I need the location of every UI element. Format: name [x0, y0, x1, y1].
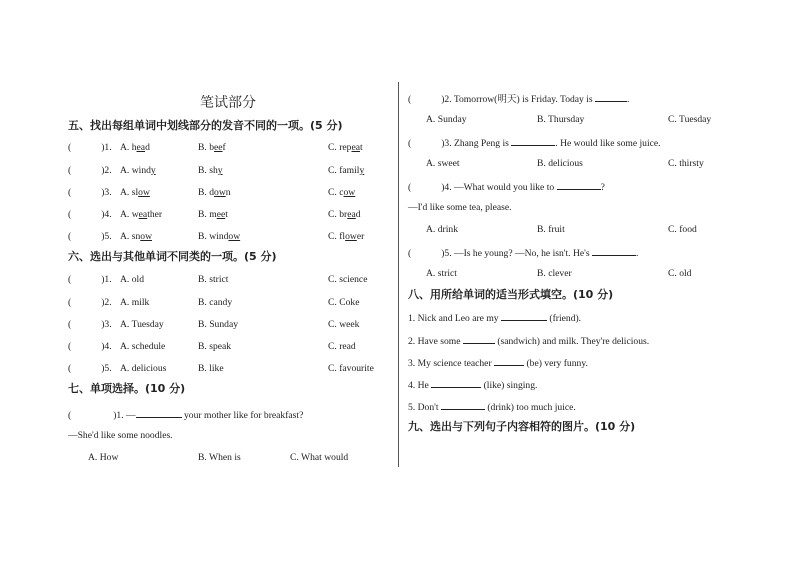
answer-blank[interactable]: [501, 311, 547, 321]
underlined-part: y: [150, 165, 156, 176]
underlined-part: ee: [216, 209, 226, 220]
question-number: ( )5.: [68, 363, 112, 374]
underlined-part: ow: [345, 231, 357, 242]
option-b: B. fruit: [537, 224, 565, 235]
question-7-2: ( )2. Tomorrow(明天) is Friday. Today is .: [408, 94, 630, 105]
option-c: C. read: [328, 341, 356, 352]
option-c: C. family: [328, 165, 365, 176]
question-number: )1. —: [113, 410, 136, 421]
option-b: B. clever: [537, 268, 572, 279]
option-a: A. head: [120, 142, 150, 153]
option-a: A. strict: [426, 268, 457, 279]
option-c: C. favourite: [328, 363, 374, 374]
section-8-heading: 八、用所给单词的适当形式填空。(10 分): [408, 288, 614, 301]
option-b: B. Thursday: [537, 114, 585, 125]
underlined-part: ow: [214, 187, 226, 198]
answer-blank[interactable]: [441, 400, 485, 410]
underlined-part: y: [359, 165, 365, 176]
question-7-1: [68, 408, 303, 422]
fill-in-item: 3. My science teacher (be) very funny.: [408, 358, 588, 369]
option-c: C. repeat: [328, 142, 363, 153]
option-b: B. down: [198, 187, 231, 198]
fill-in-item: 4. He (like) singing.: [408, 380, 538, 391]
answer-blank[interactable]: [557, 180, 601, 190]
option-c: C. Tuesday: [668, 114, 712, 125]
option-a: A. sweet: [426, 158, 460, 169]
section-6-heading: 六、选出与其他单词不同类的一项。(5 分): [68, 250, 277, 263]
answer-blank[interactable]: [431, 378, 481, 388]
fill-in-item: 5. Don't (drink) too much juice.: [408, 402, 576, 413]
underlined-part: ea: [138, 209, 148, 220]
underlined-part: ea: [351, 142, 360, 153]
question-7-5: ( )5. —Is he young? —No, he isn't. He's .: [408, 248, 639, 259]
option-c: C. thirsty: [668, 158, 704, 169]
question-7-3: ( )3. Zhang Peng is . He would like some juice.: [408, 138, 661, 149]
option-a: A. windy: [120, 165, 156, 176]
option-b: B. candy: [198, 297, 233, 308]
page-title: 笔试部分: [200, 95, 256, 111]
option-c: C. flower: [328, 231, 365, 242]
option-a: A. milk: [120, 297, 150, 308]
answer-paren: (: [68, 410, 72, 421]
option-a: A. Sunday: [426, 114, 467, 125]
underlined-part: ow: [140, 231, 152, 242]
dialog-answer: —I'd like some tea, please.: [408, 202, 512, 213]
section-5-heading: 五、找出每组单词中划线部分的发音不同的一项。(5 分): [68, 119, 343, 132]
question-number: ( )4.: [68, 209, 112, 220]
option-a: A. How: [88, 452, 119, 463]
question-number: ( )3.: [68, 187, 112, 198]
option-c: C. cow: [328, 187, 356, 198]
underlined-part: ow: [228, 231, 241, 242]
question-text: your mother like for breakfast?: [184, 410, 304, 421]
question-number: ( )3.: [68, 319, 112, 330]
option-b: B. window: [198, 231, 241, 242]
option-a: A. slow: [120, 187, 150, 198]
option-c: C. food: [668, 224, 697, 235]
option-a: A. drink: [426, 224, 458, 235]
underlined-part: ow: [138, 187, 150, 198]
section-7-heading: 七、单项选择。(10 分): [68, 382, 186, 395]
underlined-part: ow: [343, 187, 356, 198]
option-a: A. Tuesday: [120, 319, 164, 330]
question-number: ( )1.: [68, 274, 112, 285]
underlined-part: y: [217, 165, 223, 176]
question-number: ( )4.: [68, 341, 112, 352]
option-c: C. science: [328, 274, 368, 285]
option-a: A. old: [120, 274, 144, 285]
dialog-answer: —She'd like some noodles.: [68, 430, 173, 441]
fill-in-item: 2. Have some (sandwich) and milk. They're delicious.: [408, 336, 650, 347]
option-a: A. schedule: [120, 341, 166, 352]
question-number: ( )1.: [68, 142, 112, 153]
question-number: ( )2.: [68, 297, 112, 308]
option-b: B. beef: [198, 142, 226, 153]
fill-in-item: 1. Nick and Leo are my (friend).: [408, 313, 582, 324]
option-b: B. shy: [198, 165, 223, 176]
underlined-part: ea: [347, 209, 356, 220]
column-divider: [398, 82, 399, 467]
answer-blank[interactable]: [136, 408, 182, 418]
underlined-part: ee: [214, 142, 223, 153]
option-b: B. meet: [198, 209, 228, 220]
section-9-heading: 九、选出与下列句子内容相符的图片。(10 分): [408, 420, 636, 433]
option-c: C. Coke: [328, 297, 360, 308]
option-b: B. speak: [198, 341, 232, 352]
option-b: B. like: [198, 363, 224, 374]
option-c: C. week: [328, 319, 360, 330]
answer-blank[interactable]: [494, 356, 524, 366]
answer-blank[interactable]: [595, 92, 627, 102]
underlined-part: ea: [136, 142, 146, 153]
question-number: ( )5.: [68, 231, 112, 242]
option-a: A. delicious: [120, 363, 167, 374]
option-b: B. Sunday: [198, 319, 238, 330]
option-c: C. bread: [328, 209, 361, 220]
option-a: A. snow: [120, 231, 152, 242]
option-a: A. weather: [120, 209, 163, 220]
option-c: C. What would: [290, 452, 349, 463]
option-c: C. old: [668, 268, 692, 279]
question-7-4: ( )4. —What would you like to ?: [408, 182, 605, 193]
option-b: B. When is: [198, 452, 241, 463]
question-number: ( )2.: [68, 165, 112, 176]
answer-blank[interactable]: [592, 246, 636, 256]
option-b: B. strict: [198, 274, 229, 285]
answer-blank[interactable]: [463, 334, 495, 344]
option-b: B. delicious: [537, 158, 583, 169]
answer-blank[interactable]: [511, 136, 555, 146]
